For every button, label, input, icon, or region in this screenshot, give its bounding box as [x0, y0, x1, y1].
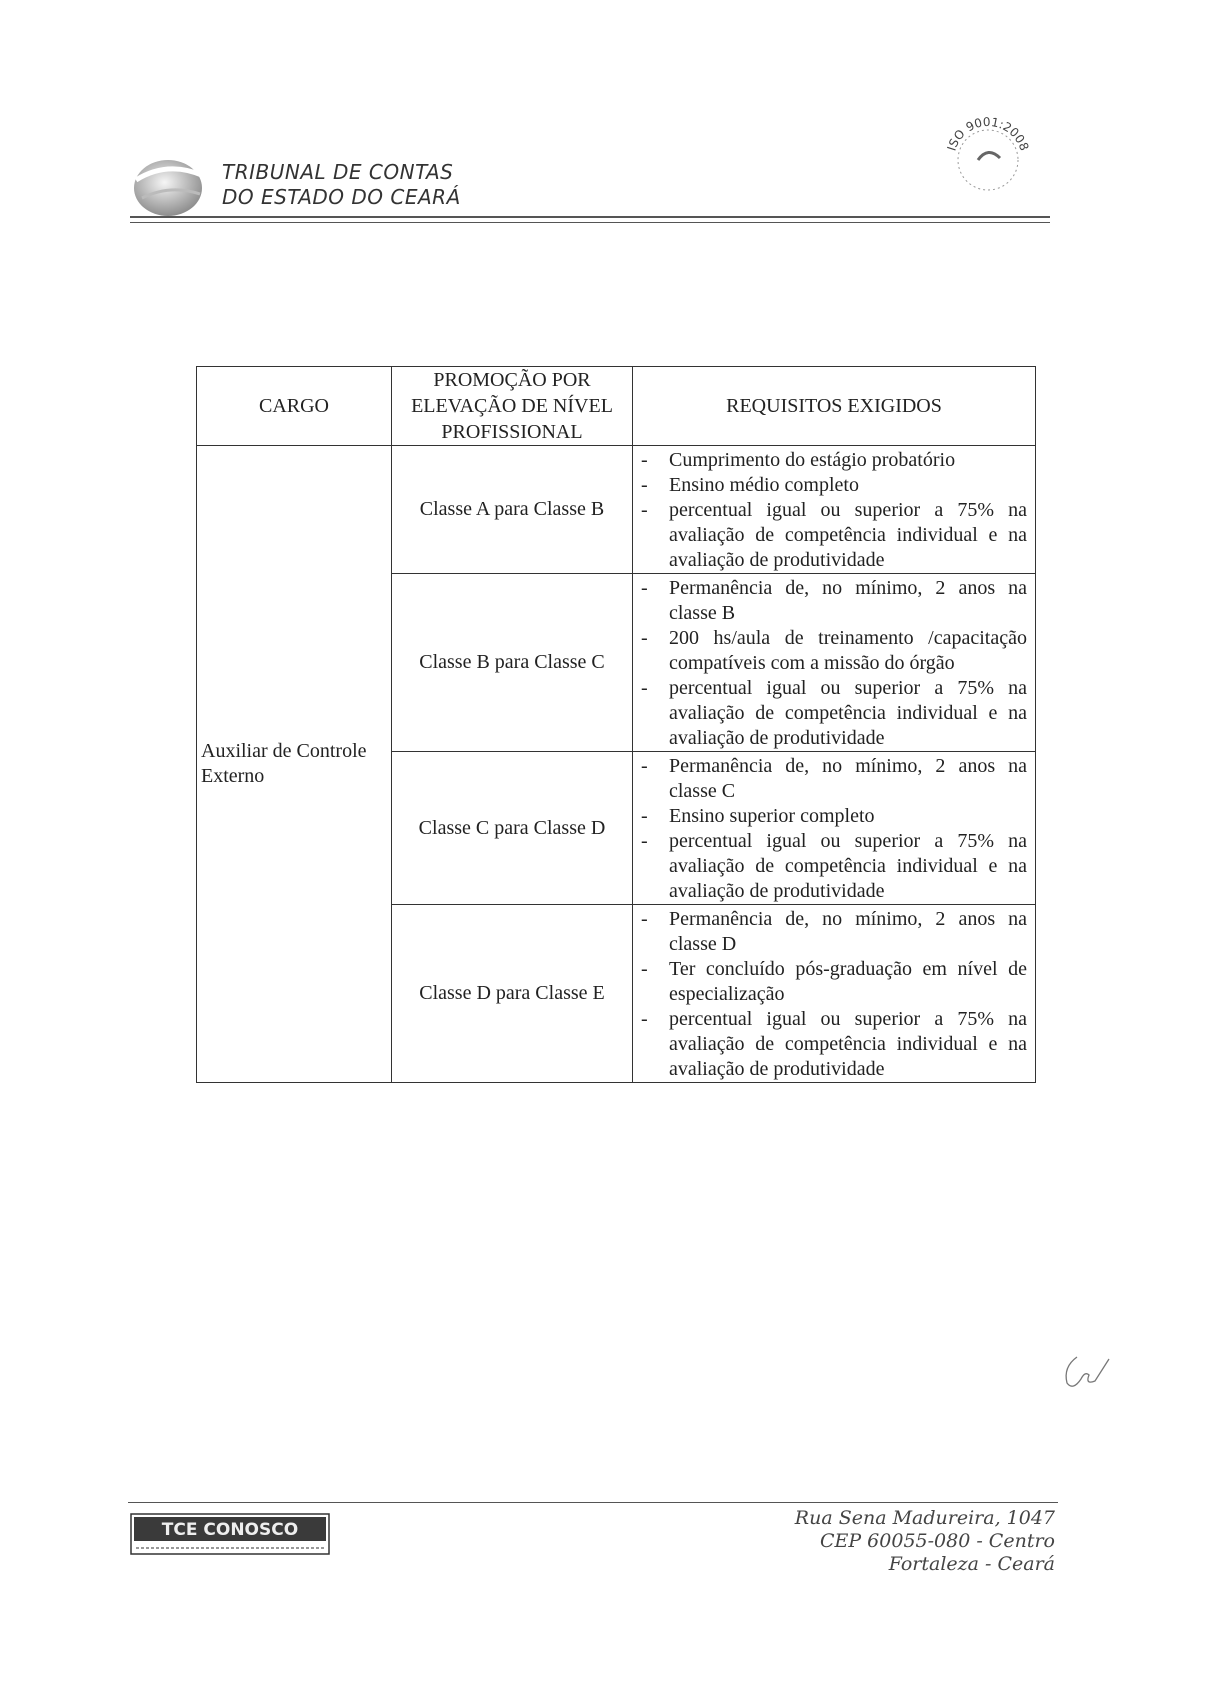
requirement-item: - percentual igual ou superior a 75% na avaliação de competência individual e na avaliação de produtividade: [637, 1007, 1027, 1082]
requisitos-cell: [633, 574, 1036, 752]
header-promocao-line1: PROMOÇÃO POR: [433, 369, 591, 391]
header-promocao: [392, 367, 633, 446]
requirement-item: - Permanência de, no mínimo, 2 anos na classe C: [637, 754, 1027, 804]
requisitos-cell: [633, 905, 1036, 1083]
tce-logo-icon: [128, 150, 212, 220]
requirement-item: - Ter concluído pós-graduação em nível de especialização: [637, 957, 1027, 1007]
header-promocao-line2: ELEVAÇÃO DE NÍVEL: [411, 395, 613, 417]
requirements-table: [196, 366, 1036, 1083]
institution-name-line2: DO ESTADO DO CEARÁ: [222, 185, 461, 209]
requisitos-cell: [633, 446, 1036, 574]
requirement-item: - percentual igual ou superior a 75% na avaliação de competência individual e na avaliação de produtividade: [637, 829, 1027, 904]
requirement-item: - Ensino médio completo: [637, 473, 1027, 498]
promocao-cell: Classe D para Classe E: [392, 905, 633, 1083]
requirement-item: - percentual igual ou superior a 75% na avaliação de competência individual e na avaliação de produtividade: [637, 498, 1027, 573]
address-line3: Fortaleza - Ceará: [888, 1553, 1055, 1575]
address-line2: CEP 60055-080 - Centro: [819, 1530, 1055, 1552]
cargo-cell: Auxiliar de Controle Externo: [197, 446, 392, 1083]
header-requisitos: REQUISITOS EXIGIDOS: [633, 367, 1036, 446]
stamp-text: TCE CONOSCO: [161, 1520, 299, 1540]
iso-label: ISO 9001:2008: [944, 114, 1032, 153]
promocao-cell: Classe C para Classe D: [392, 752, 633, 905]
requisitos-cell: [633, 752, 1036, 905]
address-line1: Rua Sena Madureira, 1047: [794, 1507, 1055, 1529]
header-divider: [130, 216, 1050, 218]
requirement-item: - Ensino superior completo: [637, 804, 1027, 829]
institution-name-line1: TRIBUNAL DE CONTAS: [222, 160, 454, 184]
handwritten-initial-icon: [1055, 1345, 1115, 1395]
table-row: [197, 446, 1036, 574]
requirement-item: - Permanência de, no mínimo, 2 anos na classe B: [637, 576, 1027, 626]
header-divider-thin: [130, 222, 1050, 223]
footer-divider: [128, 1502, 1058, 1503]
promocao-cell: Classe A para Classe B: [392, 446, 633, 574]
requirement-item: - Cumprimento do estágio probatório: [637, 448, 1027, 473]
table-header-row: [197, 367, 1036, 446]
requirement-item: - Permanência de, no mínimo, 2 anos na classe D: [637, 907, 1027, 957]
header-cargo: CARGO: [197, 367, 392, 446]
promocao-cell: Classe B para Classe C: [392, 574, 633, 752]
svg-text:ISO 9001:2008: [945, 115, 1032, 153]
header-promocao-line3: PROFISSIONAL: [441, 421, 583, 443]
requirement-item: - 200 hs/aula de treinamento /capacitação compatíveis com a missão do órgão: [637, 626, 1027, 676]
requirement-item: - percentual igual ou superior a 75% na avaliação de competência individual e na avaliação de produtividade: [637, 676, 1027, 751]
iso-seal-icon: [940, 108, 1035, 203]
tce-conosco-stamp: [130, 1513, 330, 1555]
